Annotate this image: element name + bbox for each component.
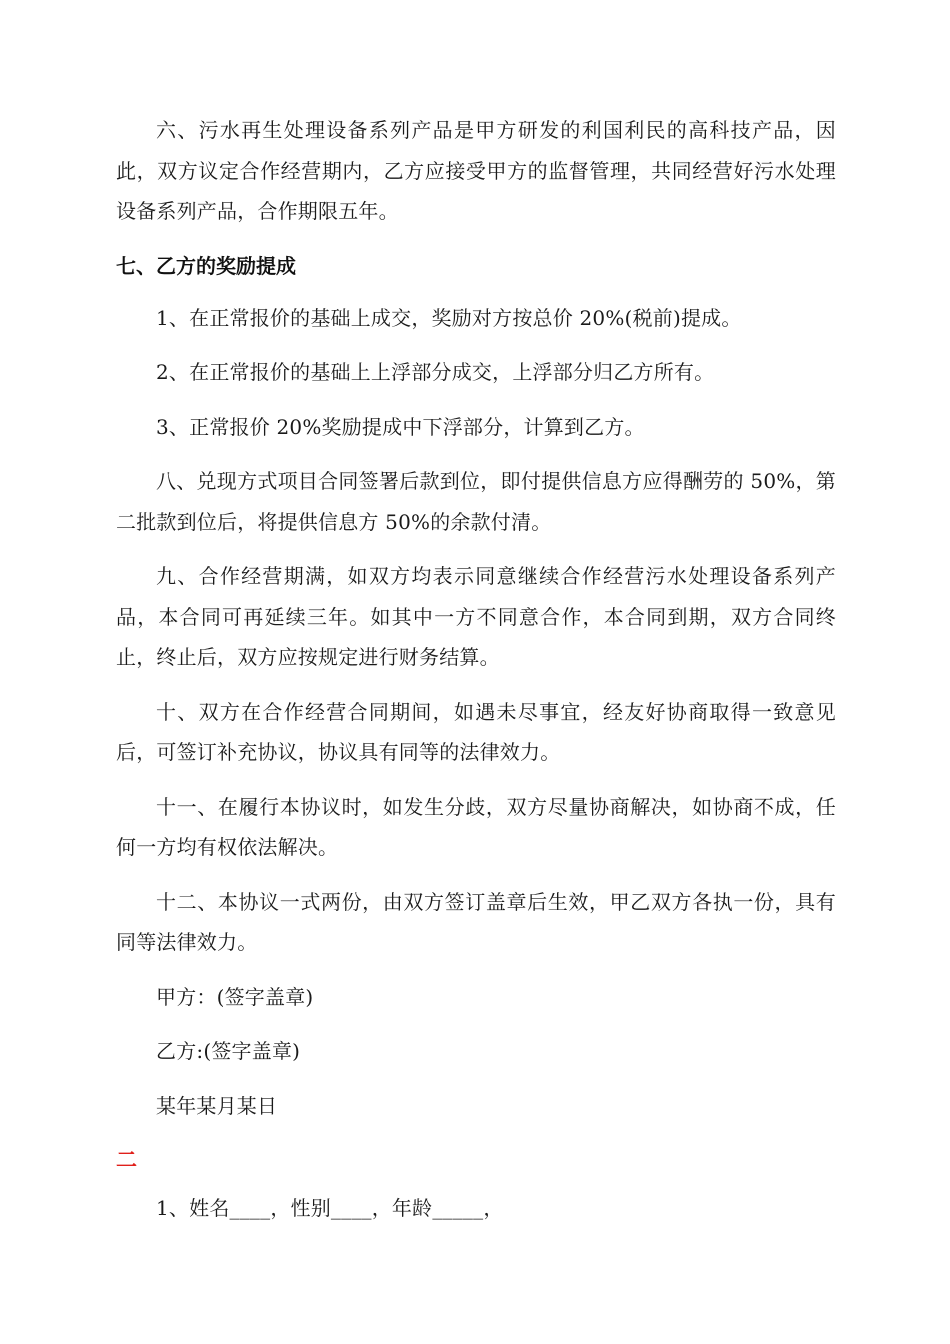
signature-party-b: 乙方:(签字盖章) xyxy=(156,1039,301,1063)
clause-6: 六、污水再生处理设备系列产品是甲方研发的利国利民的高科技产品，因此，双方议定合作经营期内，乙方应接受甲方的监督管理，共同经营好污水处理设备系列产品，合作期限五年。 xyxy=(116,118,836,223)
document-body xyxy=(116,110,836,1243)
reward-item-3: 3、正常报价 20%奖励提成中下浮部分，计算到乙方。 xyxy=(156,414,645,439)
section-heading-two: 二 xyxy=(116,1148,137,1172)
clause-8: 八、兑现方式项目合同签署后款到位，即付提供信息方应得酬劳的 50%，第二批款到位后，将提供信息方 50%的余款付清。 xyxy=(116,469,836,534)
clause-12: 十二、本协议一式两份，由双方签订盖章后生效，甲乙双方各执一份，具有同等法律效力。 xyxy=(116,889,836,954)
personal-info-line: 1、姓名____，性别____，年龄_____， xyxy=(156,1196,504,1220)
reward-item-2: 2、在正常报价的基础上上浮部分成交，上浮部分归乙方所有。 xyxy=(156,360,715,384)
signature-date: 某年某月某日 xyxy=(156,1093,278,1118)
clause-11: 十一、在履行本协议时，如发生分歧，双方尽量协商解决，如协商不成，任何一方均有权依法解决。 xyxy=(116,794,836,859)
signature-party-a: 甲方：(签字盖章) xyxy=(156,984,314,1009)
reward-item-1: 1、在正常报价的基础上成交，奖励对方按总价 20%(税前)提成。 xyxy=(156,305,742,330)
clause-9: 九、合作经营期满，如双方均表示同意继续合作经营污水处理设备系列产品，本合同可再延续三年。如其中一方不同意合作，本合同到期，双方合同终止，终止后，双方应按规定进行财务结算。 xyxy=(116,564,836,669)
clause-10: 十、双方在合作经营合同期间，如遇未尽事宜，经友好协商取得一致意见后，可签订补充协议，协议具有同等的法律效力。 xyxy=(116,699,836,764)
heading-reward-commission: 七、乙方的奖励提成 xyxy=(116,253,296,278)
